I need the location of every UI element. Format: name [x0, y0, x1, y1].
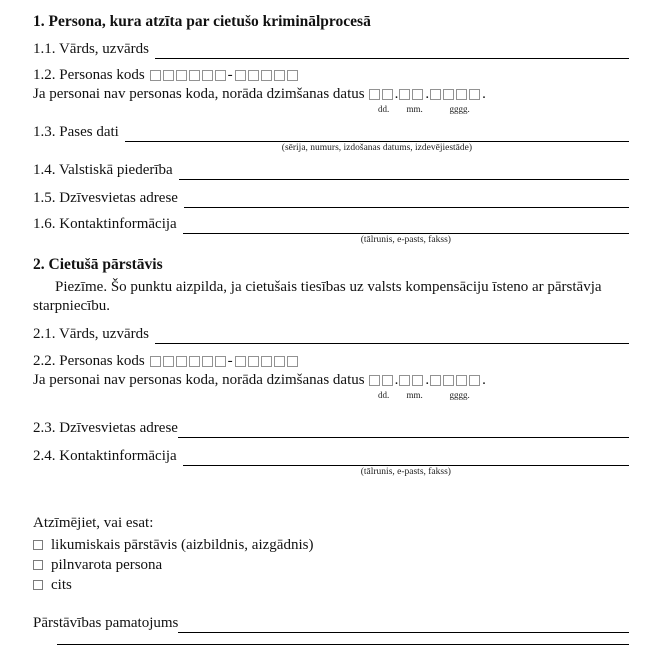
victim-code-boxes-group1[interactable]	[150, 70, 226, 81]
option-other[interactable]	[33, 575, 629, 595]
victim-code-boxes-group2[interactable]	[235, 70, 298, 81]
victim-name-label: 1.1. Vārds, uzvārds	[33, 41, 149, 57]
date-dot: .	[394, 372, 399, 388]
rep-address-line[interactable]	[178, 419, 629, 438]
char-box[interactable]	[412, 89, 423, 100]
char-box[interactable]	[456, 375, 467, 386]
rep-type-options	[33, 535, 629, 595]
date-dot: .	[482, 372, 486, 388]
rep-contact-caption: (tālrunis, e-pasts, fakss)	[360, 467, 451, 477]
victim-nationality-line[interactable]	[179, 161, 629, 180]
char-box[interactable]	[202, 70, 213, 81]
field-rep-contact	[33, 447, 629, 479]
rep-address-label: 2.3. Dzīvesvietas adrese	[33, 420, 178, 436]
char-box[interactable]	[399, 89, 410, 100]
char-box[interactable]	[163, 356, 174, 367]
char-box[interactable]	[287, 70, 298, 81]
field-victim-nationality	[33, 161, 629, 180]
field-rep-name	[33, 325, 629, 344]
char-box[interactable]	[369, 375, 380, 386]
rep-birthdate-row	[33, 371, 629, 401]
rep-birth-month-boxes[interactable]	[399, 375, 423, 386]
victim-name-line[interactable]	[155, 40, 629, 59]
option-label: cits	[51, 577, 72, 593]
victim-contact-line[interactable]	[183, 215, 629, 234]
victim-date-hints	[369, 104, 489, 115]
char-box[interactable]	[274, 356, 285, 367]
char-box[interactable]	[469, 89, 480, 100]
char-box[interactable]	[261, 70, 272, 81]
date-dot: .	[394, 86, 399, 102]
rep-birth-year-boxes[interactable]	[430, 375, 480, 386]
rep-personal-code-label: 2.2. Personas kods	[33, 353, 145, 369]
field-rep-personal-code	[33, 352, 629, 371]
char-box[interactable]	[248, 356, 259, 367]
checkbox-legal-representative[interactable]	[33, 540, 43, 550]
char-box[interactable]	[215, 356, 226, 367]
rep-contact-line[interactable]	[183, 447, 629, 466]
char-box[interactable]	[399, 375, 410, 386]
char-box[interactable]	[430, 89, 441, 100]
char-box[interactable]	[189, 356, 200, 367]
char-box[interactable]	[382, 375, 393, 386]
victim-address-label: 1.5. Dzīvesvietas adrese	[33, 190, 178, 206]
char-box[interactable]	[456, 89, 467, 100]
victim-passport-line[interactable]	[125, 123, 629, 142]
hint-mm: mm.	[406, 390, 423, 400]
rep-name-label: 2.1. Vārds, uzvārds	[33, 326, 149, 342]
hint-dd: dd.	[377, 104, 390, 114]
victim-birthdate-text: Ja personai nav personas koda, norāda dzimšanas datus	[33, 86, 365, 102]
hint-gggg: gggg.	[449, 390, 470, 400]
section2-note: Piezīme. Šo punktu aizpilda, ja cietušais tiesības uz valsts kompensāciju īsteno ar pārstāvja starpniecību.	[33, 279, 602, 314]
checkbox-other[interactable]	[33, 580, 43, 590]
victim-contact-label: 1.6. Kontaktinformācija	[33, 216, 177, 232]
field-victim-contact	[33, 215, 629, 247]
field-victim-name	[33, 40, 629, 59]
char-box[interactable]	[274, 70, 285, 81]
char-box[interactable]	[176, 356, 187, 367]
char-box[interactable]	[469, 375, 480, 386]
char-box[interactable]	[189, 70, 200, 81]
char-box[interactable]	[235, 356, 246, 367]
rep-birth-day-boxes[interactable]	[369, 375, 393, 386]
code-dash: -	[227, 67, 233, 83]
char-box[interactable]	[150, 70, 161, 81]
field-rep-address	[33, 419, 629, 438]
char-box[interactable]	[443, 375, 454, 386]
char-box[interactable]	[176, 70, 187, 81]
char-box[interactable]	[430, 375, 441, 386]
char-box[interactable]	[150, 356, 161, 367]
victim-nationality-label: 1.4. Valstiskā piederība	[33, 162, 173, 178]
basis-line-2[interactable]	[57, 644, 629, 645]
char-box[interactable]	[215, 70, 226, 81]
checkbox-authorized-person[interactable]	[33, 560, 43, 570]
date-dot: .	[425, 372, 430, 388]
char-box[interactable]	[287, 356, 298, 367]
date-dot: .	[425, 86, 430, 102]
victim-personal-code-label: 1.2. Personas kods	[33, 67, 145, 83]
rep-birthdate-text: Ja personai nav personas koda, norāda dzimšanas datus	[33, 372, 365, 388]
rep-contact-label: 2.4. Kontaktinformācija	[33, 448, 177, 464]
option-label: pilnvarota persona	[51, 557, 163, 573]
victim-birth-day-boxes[interactable]	[369, 89, 393, 100]
basis-line-1[interactable]	[178, 614, 629, 633]
rep-code-boxes-group1[interactable]	[150, 356, 226, 367]
basis-label: Pārstāvības pamatojums	[33, 615, 179, 631]
char-box[interactable]	[369, 89, 380, 100]
rep-name-line[interactable]	[155, 325, 629, 344]
victim-birth-year-boxes[interactable]	[430, 89, 480, 100]
section1-title: 1. Persona, kura atzīta par cietušo kriminālprocesā	[33, 13, 371, 30]
field-victim-passport	[33, 123, 629, 155]
victim-address-line[interactable]	[184, 189, 629, 208]
char-box[interactable]	[202, 356, 213, 367]
code-dash: -	[227, 353, 233, 369]
victim-birthdate-row	[33, 85, 629, 115]
rep-date-hints	[369, 390, 489, 401]
char-box[interactable]	[261, 356, 272, 367]
section2-title: 2. Cietušā pārstāvis	[33, 256, 163, 273]
victim-birth-month-boxes[interactable]	[399, 89, 423, 100]
hint-mm: mm.	[406, 104, 423, 114]
field-representation-basis	[33, 614, 629, 633]
victim-passport-caption: (sērija, numurs, izdošanas datums, izdevējiestāde)	[281, 143, 473, 153]
field-victim-address	[33, 189, 629, 208]
rep-type-prompt: Atzīmējiet, vai esat:	[33, 515, 154, 531]
date-dot: .	[482, 86, 486, 102]
option-label: likumiskais pārstāvis (aizbildnis, aizgādnis)	[51, 537, 314, 553]
char-box[interactable]	[248, 70, 259, 81]
char-box[interactable]	[382, 89, 393, 100]
option-legal-representative[interactable]	[33, 535, 629, 555]
char-box[interactable]	[235, 70, 246, 81]
victim-passport-label: 1.3. Pases dati	[33, 124, 119, 140]
char-box[interactable]	[443, 89, 454, 100]
victim-contact-caption: (tālrunis, e-pasts, fakss)	[360, 235, 451, 245]
hint-gggg: gggg.	[449, 104, 470, 114]
rep-code-boxes-group2[interactable]	[235, 356, 298, 367]
char-box[interactable]	[412, 375, 423, 386]
option-authorized-person[interactable]	[33, 555, 629, 575]
hint-dd: dd.	[377, 390, 390, 400]
char-box[interactable]	[163, 70, 174, 81]
field-victim-personal-code	[33, 66, 629, 85]
